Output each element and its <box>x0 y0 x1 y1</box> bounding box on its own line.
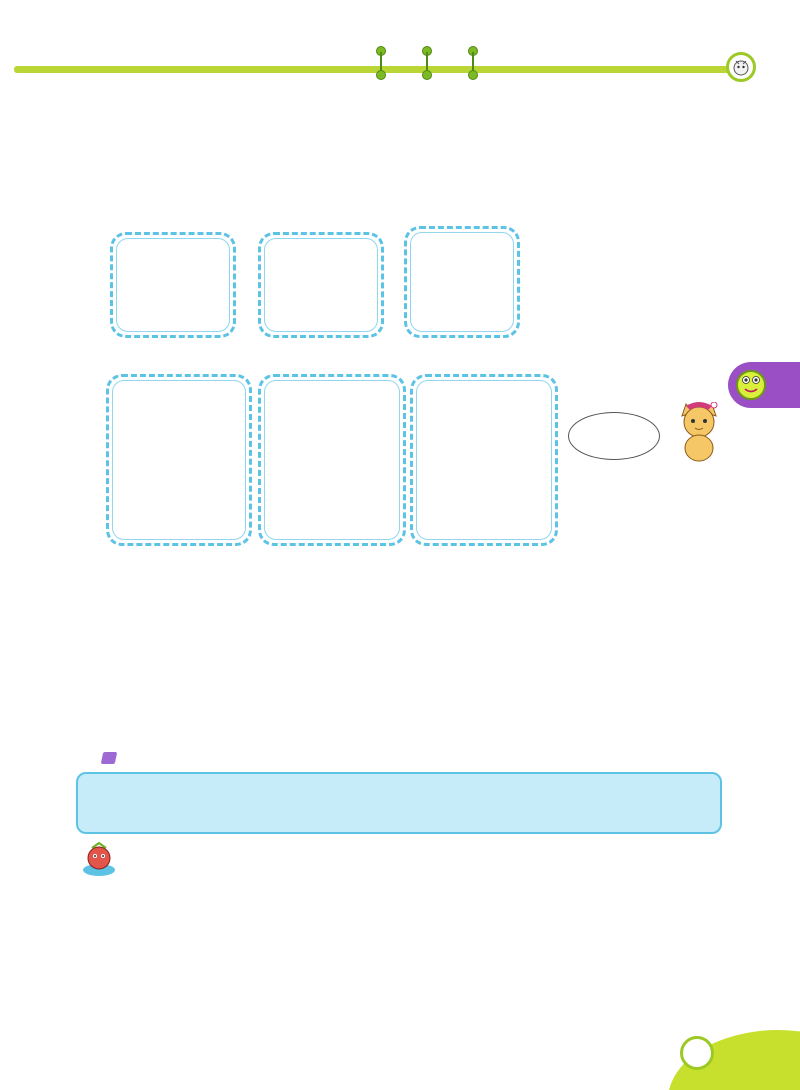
solution-frame <box>404 226 520 338</box>
mascot-check-icon <box>80 842 118 878</box>
header-mascot-icon <box>726 52 756 82</box>
group-frame-2 <box>258 374 406 546</box>
binder-pin <box>376 46 386 80</box>
page-number <box>680 1036 714 1070</box>
binder-pin <box>422 46 432 80</box>
group-frame-1 <box>106 374 252 546</box>
binder-pin <box>468 46 478 80</box>
speech-bubble <box>568 412 660 460</box>
solution-frame <box>258 232 384 338</box>
cat-mascot-icon <box>672 402 726 464</box>
solution-frame <box>110 232 236 338</box>
group-frame-3 <box>410 374 558 546</box>
header-rule <box>14 66 734 73</box>
frog-icon <box>736 370 766 400</box>
pen-icon <box>101 752 118 764</box>
summary-box <box>76 772 722 834</box>
